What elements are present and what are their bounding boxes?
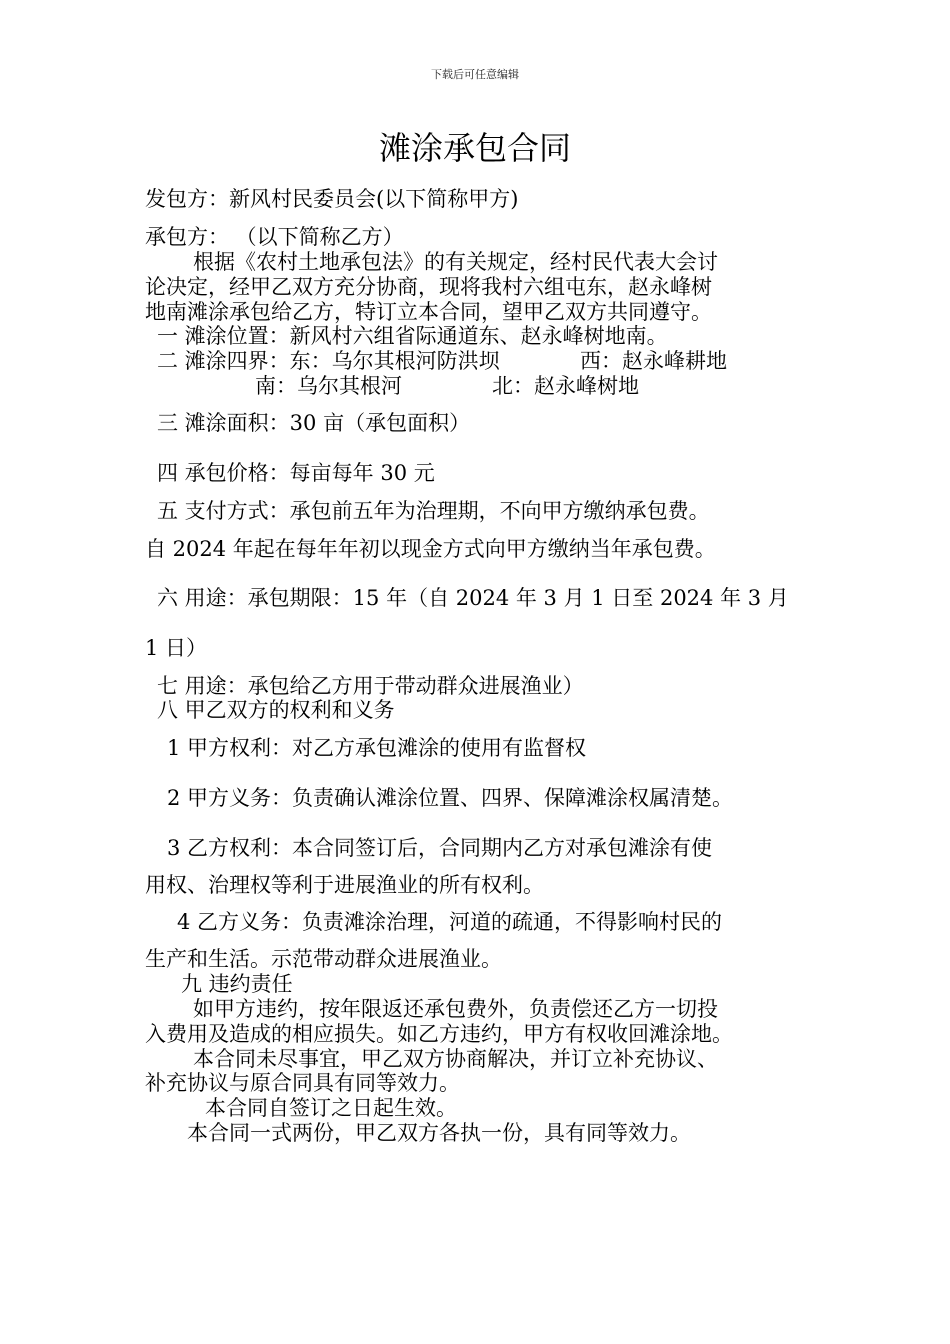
- clause-8-item-4-line-1: 4 乙方义务：负责滩涂治理，河道的疏通，不得影响村民的: [177, 910, 723, 934]
- clause-5-payment-line-2: 自 2024 年起在每年年初以现金方式向甲方缴纳当年承包费。: [145, 537, 716, 561]
- copies-clause: 本合同一式两份，甲乙双方各执一份，具有同等效力。: [187, 1121, 691, 1145]
- preamble-line-1: 根据《农村土地承包法》的有关规定，经村民代表大会讨: [193, 250, 718, 274]
- clause-6-term-line-1: 六 用途：承包期限：15 年（自 2024 年 3 月 1 日至 2024 年 3 月: [157, 586, 789, 610]
- clause-8-heading: 八 甲乙双方的权利和义务: [157, 698, 395, 722]
- clause-8-item-4-line-2: 生产和生活。示范带动群众进展渔业。: [145, 947, 502, 971]
- supplement-line-1: 本合同未尽事宜，甲乙双方协商解决，并订立补充协议、: [193, 1047, 718, 1071]
- party-b-line: 承包方： （以下简称乙方）: [145, 225, 404, 249]
- clause-3-area: 三 滩涂面积：30 亩（承包面积）: [157, 411, 471, 435]
- preamble-line-3: 地南滩涂承包给乙方，特订立本合同，望甲乙双方共同遵守。: [145, 300, 712, 324]
- clause-2-boundary-north: 北：赵永峰树地: [492, 374, 639, 398]
- clause-8-item-2: 2 甲方义务：负责确认滩涂位置、四界、保障滩涂权属清楚。: [167, 786, 734, 810]
- party-a-line: 发包方：新风村民委员会(以下简称甲方): [145, 187, 519, 211]
- clause-7-usage: 七 用途：承包给乙方用于带动群众进展渔业）: [157, 674, 584, 698]
- effective-clause: 本合同自签订之日起生效。: [205, 1096, 457, 1120]
- clause-6-term-line-2: 1 日）: [145, 636, 208, 660]
- clause-8-item-1: 1 甲方权利：对乙方承包滩涂的使用有监督权: [167, 736, 587, 760]
- clause-4-price: 四 承包价格：每亩每年 30 元: [157, 461, 435, 485]
- preamble-line-2: 论决定，经甲乙双方充分协商，现将我村六组屯东，赵永峰树: [145, 275, 712, 299]
- page-header-note: 下载后可任意编辑: [431, 68, 519, 81]
- clause-5-payment-line-1: 五 支付方式：承包前五年为治理期，不向甲方缴纳承包费。: [157, 499, 710, 523]
- supplement-line-2: 补充协议与原合同具有同等效力。: [145, 1071, 460, 1095]
- clause-2-boundary-west: 西：赵永峰耕地: [580, 349, 727, 373]
- clause-9-body-line-2: 入费用及造成的相应损失。如乙方违约，甲方有权收回滩涂地。: [145, 1022, 733, 1046]
- clause-9-body-line-1: 如甲方违约，按年限返还承包费外，负责偿还乙方一切投: [193, 997, 718, 1021]
- clause-2-boundary-east: 二 滩涂四界：东：乌尔其根河防洪坝: [157, 349, 500, 373]
- clause-8-item-3-line-1: 3 乙方权利：本合同签订后，合同期内乙方对承包滩涂有使: [167, 836, 713, 860]
- clause-8-item-3-line-2: 用权、治理权等利于进展渔业的所有权利。: [145, 873, 544, 897]
- document-title: 滩涂承包合同: [378, 129, 571, 167]
- clause-2-boundary-south: 南：乌尔其根河: [255, 374, 402, 398]
- clause-9-heading: 九 违约责任: [181, 972, 293, 996]
- clause-1-location: 一 滩涂位置：新风村六组省际通道东、赵永峰树地南。: [157, 324, 668, 348]
